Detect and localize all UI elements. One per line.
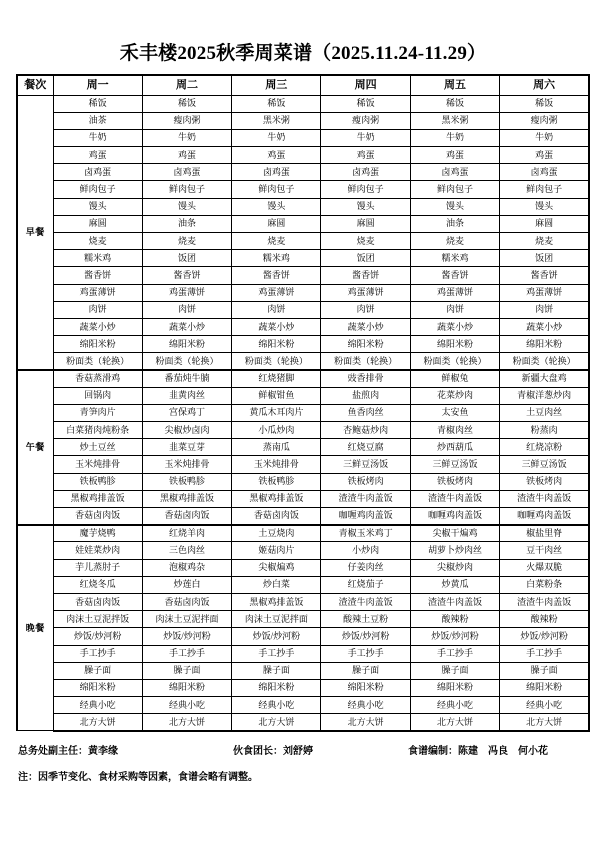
menu-cell-lunch-day4: 豉香排骨 [321, 370, 410, 387]
menu-cell-breakfast-day6: 鸡蛋薄饼 [500, 284, 589, 301]
menu-cell-breakfast-day3: 烧麦 [232, 233, 321, 250]
menu-cell-breakfast-day6: 肉饼 [500, 301, 589, 318]
menu-cell-lunch-day3: 小瓜炒肉 [232, 422, 321, 439]
menu-cell-breakfast-day6: 酱香饼 [500, 267, 589, 284]
header-row [17, 75, 589, 95]
table-row [17, 301, 589, 318]
menu-cell-dinner-day6: 手工抄手 [500, 645, 589, 662]
menu-cell-lunch-day2: 韭菜豆芽 [142, 439, 231, 456]
menu-cell-lunch-day6: 青椒洋葱炒肉 [500, 387, 589, 404]
menu-cell-dinner-day5: 北方大饼 [410, 714, 499, 731]
table-row [17, 318, 589, 335]
menu-cell-lunch-day4: 铁板烤肉 [321, 473, 410, 490]
menu-cell-lunch-day4: 盐煎肉 [321, 387, 410, 404]
menu-cell-lunch-day1: 回锅肉 [53, 387, 142, 404]
table-row [17, 473, 589, 490]
menu-cell-dinner-day1: 魔芋烧鸭 [53, 525, 142, 542]
menu-cell-lunch-day4: 渣渣牛肉盖饭 [321, 490, 410, 507]
table-body [17, 95, 589, 731]
menu-cell-lunch-day2: 香菇卤肉饭 [142, 508, 231, 525]
menu-cell-breakfast-day4: 肉饼 [321, 301, 410, 318]
menu-cell-breakfast-day4: 蔬菜小炒 [321, 318, 410, 335]
table-row [17, 112, 589, 129]
menu-cell-breakfast-day4: 瘦肉粥 [321, 112, 410, 129]
menu-cell-breakfast-day2: 鸡蛋薄饼 [142, 284, 231, 301]
menu-cell-dinner-day4: 北方大饼 [321, 714, 410, 731]
menu-cell-lunch-day6: 渣渣牛肉盖饭 [500, 490, 589, 507]
menu-cell-dinner-day2: 炒饭/炒河粉 [142, 628, 231, 645]
menu-cell-breakfast-day3: 粉面类（轮换） [232, 353, 321, 370]
menu-cell-breakfast-day4: 稀饭 [321, 95, 410, 112]
menu-cell-lunch-day1: 香菇蒸滑鸡 [53, 370, 142, 387]
table-row [17, 559, 589, 576]
table-row [17, 387, 589, 404]
menu-cell-lunch-day3: 蒸南瓜 [232, 439, 321, 456]
menu-cell-breakfast-day1: 牛奶 [53, 129, 142, 146]
menu-cell-dinner-day6: 绵阳米粉 [500, 679, 589, 696]
menu-cell-dinner-day3: 炒白菜 [232, 576, 321, 593]
table-row [17, 645, 589, 662]
menu-cell-breakfast-day5: 糯米鸡 [410, 250, 499, 267]
menu-cell-dinner-day1: 手工抄手 [53, 645, 142, 662]
meal-label-dinner: 晚餐 [17, 525, 53, 731]
menu-cell-breakfast-day2: 烧麦 [142, 233, 231, 250]
header-meal-type: 餐次 [17, 75, 53, 95]
menu-cell-lunch-day1: 铁板鸭胗 [53, 473, 142, 490]
menu-cell-dinner-day5: 尖椒干煸鸡 [410, 525, 499, 542]
menu-cell-dinner-day6: 臊子面 [500, 662, 589, 679]
table-row [17, 164, 589, 181]
menu-cell-dinner-day4: 经典小吃 [321, 697, 410, 714]
footer [16, 742, 590, 783]
page-title: 禾丰楼2025秋季周菜谱（2025.11.24-11.29） [119, 43, 487, 64]
menu-cell-breakfast-day6: 瘦肉粥 [500, 112, 589, 129]
table-row [17, 611, 589, 628]
table-row [17, 233, 589, 250]
menu-cell-lunch-day3: 玉米炖排骨 [232, 456, 321, 473]
menu-cell-breakfast-day2: 鸡蛋 [142, 147, 231, 164]
table-row [17, 404, 589, 421]
table-row [17, 422, 589, 439]
menu-cell-breakfast-day3: 肉饼 [232, 301, 321, 318]
menu-cell-breakfast-day1: 鲜肉包子 [53, 181, 142, 198]
table-row [17, 697, 589, 714]
menu-cell-dinner-day3: 炒饭/炒河粉 [232, 628, 321, 645]
menu-cell-breakfast-day4: 卤鸡蛋 [321, 164, 410, 181]
menu-cell-breakfast-day6: 牛奶 [500, 129, 589, 146]
menu-cell-breakfast-day2: 肉饼 [142, 301, 231, 318]
menu-cell-lunch-day5: 三鲜豆汤饭 [410, 456, 499, 473]
signature-canteen-head: 伙食团长：刘舒婷 [233, 745, 313, 757]
menu-cell-lunch-day3: 香菇卤肉饭 [232, 508, 321, 525]
header-friday: 周五 [410, 75, 499, 95]
menu-cell-breakfast-day5: 馒头 [410, 198, 499, 215]
table-header [17, 75, 589, 95]
menu-cell-lunch-day6: 铁板烤肉 [500, 473, 589, 490]
menu-cell-breakfast-day4: 鸡蛋 [321, 147, 410, 164]
table-row [17, 714, 589, 731]
meal-label-lunch: 午餐 [17, 370, 53, 525]
menu-cell-breakfast-day1: 油茶 [53, 112, 142, 129]
menu-cell-breakfast-day4: 馒头 [321, 198, 410, 215]
menu-cell-lunch-day2: 铁板鸭胗 [142, 473, 231, 490]
menu-cell-breakfast-day3: 糯米鸡 [232, 250, 321, 267]
menu-cell-breakfast-day4: 粉面类（轮换） [321, 353, 410, 370]
table-row [17, 490, 589, 507]
menu-cell-breakfast-day2: 馒头 [142, 198, 231, 215]
menu-cell-breakfast-day2: 酱香饼 [142, 267, 231, 284]
menu-cell-dinner-day3: 肉沫土豆泥拌面 [232, 611, 321, 628]
menu-cell-dinner-day4: 青椒玉米鸡丁 [321, 525, 410, 542]
menu-cell-dinner-day4: 酸辣土豆粉 [321, 611, 410, 628]
table-row [17, 439, 589, 456]
menu-cell-dinner-day2: 肉沫土豆泥拌面 [142, 611, 231, 628]
menu-cell-lunch-day6: 粉蒸肉 [500, 422, 589, 439]
menu-cell-dinner-day4: 小炒肉 [321, 542, 410, 559]
menu-cell-dinner-day2: 红烧羊肉 [142, 525, 231, 542]
table-row [17, 215, 589, 232]
menu-cell-breakfast-day2: 鲜肉包子 [142, 181, 231, 198]
menu-cell-dinner-day3: 姬菇肉片 [232, 542, 321, 559]
menu-cell-breakfast-day1: 肉饼 [53, 301, 142, 318]
table-row [17, 250, 589, 267]
menu-cell-lunch-day6: 咖喱鸡肉盖饭 [500, 508, 589, 525]
menu-cell-breakfast-day5: 酱香饼 [410, 267, 499, 284]
table-row [17, 576, 589, 593]
menu-cell-lunch-day2: 韭黄肉丝 [142, 387, 231, 404]
menu-cell-breakfast-day4: 鸡蛋薄饼 [321, 284, 410, 301]
signature-vice-director: 总务处副主任：黄李缘 [18, 745, 118, 757]
menu-cell-lunch-day6: 红烧凉粉 [500, 439, 589, 456]
menu-cell-dinner-day3: 黑椒鸡排盖饭 [232, 593, 321, 610]
menu-cell-dinner-day2: 经典小吃 [142, 697, 231, 714]
menu-cell-dinner-day3: 尖椒煸鸡 [232, 559, 321, 576]
menu-cell-dinner-day3: 手工抄手 [232, 645, 321, 662]
menu-cell-dinner-day6: 豆干肉丝 [500, 542, 589, 559]
menu-cell-breakfast-day5: 蔬菜小炒 [410, 318, 499, 335]
menu-cell-breakfast-day5: 肉饼 [410, 301, 499, 318]
menu-cell-breakfast-day3: 卤鸡蛋 [232, 164, 321, 181]
menu-cell-dinner-day2: 香菇卤肉饭 [142, 593, 231, 610]
menu-cell-breakfast-day1: 稀饭 [53, 95, 142, 112]
menu-cell-dinner-day2: 炒莲白 [142, 576, 231, 593]
menu-cell-breakfast-day3: 馒头 [232, 198, 321, 215]
menu-cell-breakfast-day6: 粉面类（轮换） [500, 353, 589, 370]
menu-cell-dinner-day4: 臊子面 [321, 662, 410, 679]
menu-cell-breakfast-day5: 鸡蛋 [410, 147, 499, 164]
menu-cell-lunch-day5: 青椒肉丝 [410, 422, 499, 439]
menu-cell-dinner-day5: 渣渣牛肉盖饭 [410, 593, 499, 610]
menu-cell-breakfast-day2: 瘦肉粥 [142, 112, 231, 129]
menu-cell-breakfast-day4: 酱香饼 [321, 267, 410, 284]
menu-cell-breakfast-day1: 酱香饼 [53, 267, 142, 284]
menu-cell-lunch-day5: 炒西葫瓜 [410, 439, 499, 456]
menu-cell-lunch-day3: 鲜椒钳鱼 [232, 387, 321, 404]
table-row [17, 662, 589, 679]
menu-cell-dinner-day6: 炒饭/炒河粉 [500, 628, 589, 645]
menu-cell-dinner-day4: 手工抄手 [321, 645, 410, 662]
menu-cell-lunch-day4: 三鲜豆汤饭 [321, 456, 410, 473]
menu-cell-breakfast-day2: 卤鸡蛋 [142, 164, 231, 181]
menu-cell-breakfast-day6: 绵阳米粉 [500, 336, 589, 353]
menu-cell-lunch-day5: 铁板烤肉 [410, 473, 499, 490]
menu-cell-lunch-day2: 黑椒鸡排盖饭 [142, 490, 231, 507]
table-row [17, 628, 589, 645]
menu-cell-lunch-day4: 鱼香肉丝 [321, 404, 410, 421]
menu-cell-dinner-day3: 绵阳米粉 [232, 679, 321, 696]
menu-cell-breakfast-day1: 蔬菜小炒 [53, 318, 142, 335]
menu-cell-lunch-day6: 三鲜豆汤饭 [500, 456, 589, 473]
menu-cell-breakfast-day3: 鸡蛋 [232, 147, 321, 164]
menu-cell-lunch-day5: 花菜炒肉 [410, 387, 499, 404]
menu-cell-breakfast-day1: 馒头 [53, 198, 142, 215]
menu-cell-lunch-day1: 黑椒鸡排盖饭 [53, 490, 142, 507]
menu-cell-breakfast-day3: 酱香饼 [232, 267, 321, 284]
table-row [17, 679, 589, 696]
menu-cell-dinner-day6: 火爆双脆 [500, 559, 589, 576]
menu-cell-dinner-day3: 臊子面 [232, 662, 321, 679]
menu-cell-lunch-day4: 咖喱鸡肉盖饭 [321, 508, 410, 525]
menu-cell-dinner-day1: 北方大饼 [53, 714, 142, 731]
menu-cell-dinner-day3: 土豆烧肉 [232, 525, 321, 542]
table-row [17, 336, 589, 353]
menu-cell-breakfast-day1: 糯米鸡 [53, 250, 142, 267]
menu-cell-breakfast-day5: 鸡蛋薄饼 [410, 284, 499, 301]
menu-cell-breakfast-day1: 绵阳米粉 [53, 336, 142, 353]
menu-cell-breakfast-day5: 稀饭 [410, 95, 499, 112]
table-row [17, 147, 589, 164]
table-row [17, 542, 589, 559]
menu-cell-breakfast-day5: 鲜肉包子 [410, 181, 499, 198]
menu-cell-dinner-day1: 臊子面 [53, 662, 142, 679]
menu-cell-breakfast-day6: 稀饭 [500, 95, 589, 112]
menu-cell-lunch-day5: 咖喱鸡肉盖饭 [410, 508, 499, 525]
header-saturday: 周六 [500, 75, 589, 95]
menu-cell-breakfast-day2: 牛奶 [142, 129, 231, 146]
menu-cell-breakfast-day1: 麻圆 [53, 215, 142, 232]
table-row [17, 370, 589, 387]
menu-cell-lunch-day1: 白菜猪肉炖粉条 [53, 422, 142, 439]
table-row [17, 198, 589, 215]
menu-cell-dinner-day6: 北方大饼 [500, 714, 589, 731]
table-row [17, 284, 589, 301]
menu-cell-breakfast-day1: 粉面类（轮换） [53, 353, 142, 370]
menu-cell-dinner-day2: 臊子面 [142, 662, 231, 679]
menu-cell-dinner-day1: 娃娃菜炒肉 [53, 542, 142, 559]
menu-cell-lunch-day4: 杏鲍菇炒肉 [321, 422, 410, 439]
menu-cell-lunch-day1: 香菇卤肉饭 [53, 508, 142, 525]
menu-cell-lunch-day3: 黑椒鸡排盖饭 [232, 490, 321, 507]
menu-cell-breakfast-day2: 蔬菜小炒 [142, 318, 231, 335]
menu-cell-breakfast-day4: 牛奶 [321, 129, 410, 146]
menu-cell-breakfast-day2: 饭团 [142, 250, 231, 267]
menu-cell-lunch-day1: 玉米炖排骨 [53, 456, 142, 473]
menu-cell-breakfast-day2: 稀饭 [142, 95, 231, 112]
table-row [17, 456, 589, 473]
menu-cell-breakfast-day3: 麻圆 [232, 215, 321, 232]
menu-cell-dinner-day6: 酸辣粉 [500, 611, 589, 628]
menu-cell-breakfast-day3: 稀饭 [232, 95, 321, 112]
menu-cell-breakfast-day4: 饭团 [321, 250, 410, 267]
menu-cell-breakfast-day6: 卤鸡蛋 [500, 164, 589, 181]
menu-cell-breakfast-day1: 卤鸡蛋 [53, 164, 142, 181]
header-monday: 周一 [53, 75, 142, 95]
menu-cell-breakfast-day5: 粉面类（轮换） [410, 353, 499, 370]
menu-cell-breakfast-day5: 牛奶 [410, 129, 499, 146]
menu-cell-breakfast-day6: 烧麦 [500, 233, 589, 250]
menu-cell-lunch-day2: 尖椒炒卤肉 [142, 422, 231, 439]
table-row [17, 129, 589, 146]
menu-cell-breakfast-day4: 麻圆 [321, 215, 410, 232]
menu-cell-dinner-day4: 渣渣牛肉盖饭 [321, 593, 410, 610]
menu-cell-dinner-day1: 经典小吃 [53, 697, 142, 714]
footer-note: 注：因季节变化、食材采购等因素，食谱会略有调整。 [18, 771, 258, 783]
menu-cell-lunch-day2: 宫保鸡丁 [142, 404, 231, 421]
menu-cell-dinner-day5: 臊子面 [410, 662, 499, 679]
menu-cell-breakfast-day3: 鲜肉包子 [232, 181, 321, 198]
menu-cell-dinner-day5: 炒黄瓜 [410, 576, 499, 593]
menu-cell-dinner-day2: 手工抄手 [142, 645, 231, 662]
menu-cell-breakfast-day2: 粉面类（轮换） [142, 353, 231, 370]
header-thursday: 周四 [321, 75, 410, 95]
menu-cell-lunch-day6: 新疆大盘鸡 [500, 370, 589, 387]
menu-cell-breakfast-day3: 鸡蛋薄饼 [232, 284, 321, 301]
menu-cell-breakfast-day5: 卤鸡蛋 [410, 164, 499, 181]
menu-cell-dinner-day5: 炒饭/炒河粉 [410, 628, 499, 645]
menu-cell-lunch-day3: 黄瓜木耳肉片 [232, 404, 321, 421]
menu-cell-breakfast-day3: 绵阳米粉 [232, 336, 321, 353]
menu-cell-dinner-day2: 绵阳米粉 [142, 679, 231, 696]
menu-cell-lunch-day5: 渣渣牛肉盖饭 [410, 490, 499, 507]
menu-cell-dinner-day6: 渣渣牛肉盖饭 [500, 593, 589, 610]
menu-cell-breakfast-day6: 鲜肉包子 [500, 181, 589, 198]
menu-cell-breakfast-day5: 黑米粥 [410, 112, 499, 129]
weekly-menu-table [16, 74, 590, 732]
menu-cell-dinner-day5: 酸辣粉 [410, 611, 499, 628]
menu-cell-dinner-day3: 经典小吃 [232, 697, 321, 714]
table-row [17, 593, 589, 610]
menu-cell-lunch-day6: 土豆肉丝 [500, 404, 589, 421]
header-wednesday: 周三 [232, 75, 321, 95]
menu-cell-breakfast-day4: 绵阳米粉 [321, 336, 410, 353]
menu-cell-lunch-day3: 铁板鸭胗 [232, 473, 321, 490]
meal-label-breakfast: 早餐 [17, 95, 53, 370]
menu-cell-lunch-day5: 太安鱼 [410, 404, 499, 421]
menu-cell-dinner-day1: 肉沫土豆泥拌饭 [53, 611, 142, 628]
menu-cell-dinner-day1: 炒饭/炒河粉 [53, 628, 142, 645]
menu-cell-lunch-day2: 玉米炖排骨 [142, 456, 231, 473]
menu-cell-dinner-day6: 经典小吃 [500, 697, 589, 714]
menu-cell-dinner-day5: 胡萝卜炒肉丝 [410, 542, 499, 559]
menu-cell-breakfast-day6: 馒头 [500, 198, 589, 215]
header-tuesday: 周二 [142, 75, 231, 95]
menu-cell-dinner-day1: 芋儿蒸肘子 [53, 559, 142, 576]
menu-cell-lunch-day4: 红烧豆腐 [321, 439, 410, 456]
table-row [17, 508, 589, 525]
menu-cell-dinner-day1: 红烧冬瓜 [53, 576, 142, 593]
menu-cell-lunch-day5: 鲜椒兔 [410, 370, 499, 387]
menu-cell-dinner-day4: 红烧茄子 [321, 576, 410, 593]
menu-cell-lunch-day2: 番茄炖牛腩 [142, 370, 231, 387]
menu-cell-breakfast-day6: 麻圆 [500, 215, 589, 232]
signature-menu-authors: 食谱编制：陈建 冯良 何小花 [408, 745, 548, 757]
menu-cell-breakfast-day6: 鸡蛋 [500, 147, 589, 164]
table-row [17, 353, 589, 370]
menu-cell-dinner-day3: 北方大饼 [232, 714, 321, 731]
menu-cell-breakfast-day3: 黑米粥 [232, 112, 321, 129]
table-row [17, 181, 589, 198]
menu-cell-breakfast-day1: 烧麦 [53, 233, 142, 250]
menu-cell-dinner-day4: 仔姜肉丝 [321, 559, 410, 576]
menu-cell-breakfast-day3: 蔬菜小炒 [232, 318, 321, 335]
menu-cell-lunch-day1: 青笋肉片 [53, 404, 142, 421]
menu-cell-breakfast-day4: 烧麦 [321, 233, 410, 250]
menu-cell-breakfast-day3: 牛奶 [232, 129, 321, 146]
menu-cell-lunch-day3: 红烧猪脚 [232, 370, 321, 387]
menu-cell-lunch-day1: 炒土豆丝 [53, 439, 142, 456]
menu-cell-breakfast-day4: 鲜肉包子 [321, 181, 410, 198]
menu-cell-breakfast-day2: 绵阳米粉 [142, 336, 231, 353]
menu-cell-dinner-day2: 泡椒鸡杂 [142, 559, 231, 576]
menu-cell-breakfast-day6: 饭团 [500, 250, 589, 267]
menu-cell-breakfast-day5: 绵阳米粉 [410, 336, 499, 353]
menu-cell-dinner-day2: 北方大饼 [142, 714, 231, 731]
menu-cell-breakfast-day1: 鸡蛋薄饼 [53, 284, 142, 301]
table-row [17, 267, 589, 284]
menu-cell-dinner-day2: 三色肉丝 [142, 542, 231, 559]
footer-signatures [16, 742, 590, 757]
menu-cell-dinner-day5: 绵阳米粉 [410, 679, 499, 696]
menu-cell-breakfast-day2: 油条 [142, 215, 231, 232]
table-row [17, 525, 589, 542]
menu-cell-dinner-day4: 绵阳米粉 [321, 679, 410, 696]
menu-cell-dinner-day5: 手工抄手 [410, 645, 499, 662]
menu-cell-dinner-day4: 炒饭/炒河粉 [321, 628, 410, 645]
menu-cell-dinner-day6: 椒盐里脊 [500, 525, 589, 542]
menu-cell-dinner-day1: 香菇卤肉饭 [53, 593, 142, 610]
menu-cell-breakfast-day5: 油条 [410, 215, 499, 232]
menu-cell-breakfast-day1: 鸡蛋 [53, 147, 142, 164]
menu-cell-breakfast-day6: 蔬菜小炒 [500, 318, 589, 335]
menu-cell-dinner-day5: 尖椒炒肉 [410, 559, 499, 576]
menu-cell-breakfast-day5: 烧麦 [410, 233, 499, 250]
menu-cell-dinner-day1: 绵阳米粉 [53, 679, 142, 696]
menu-cell-dinner-day6: 白菜粉条 [500, 576, 589, 593]
table-row [17, 95, 589, 112]
menu-cell-dinner-day5: 经典小吃 [410, 697, 499, 714]
